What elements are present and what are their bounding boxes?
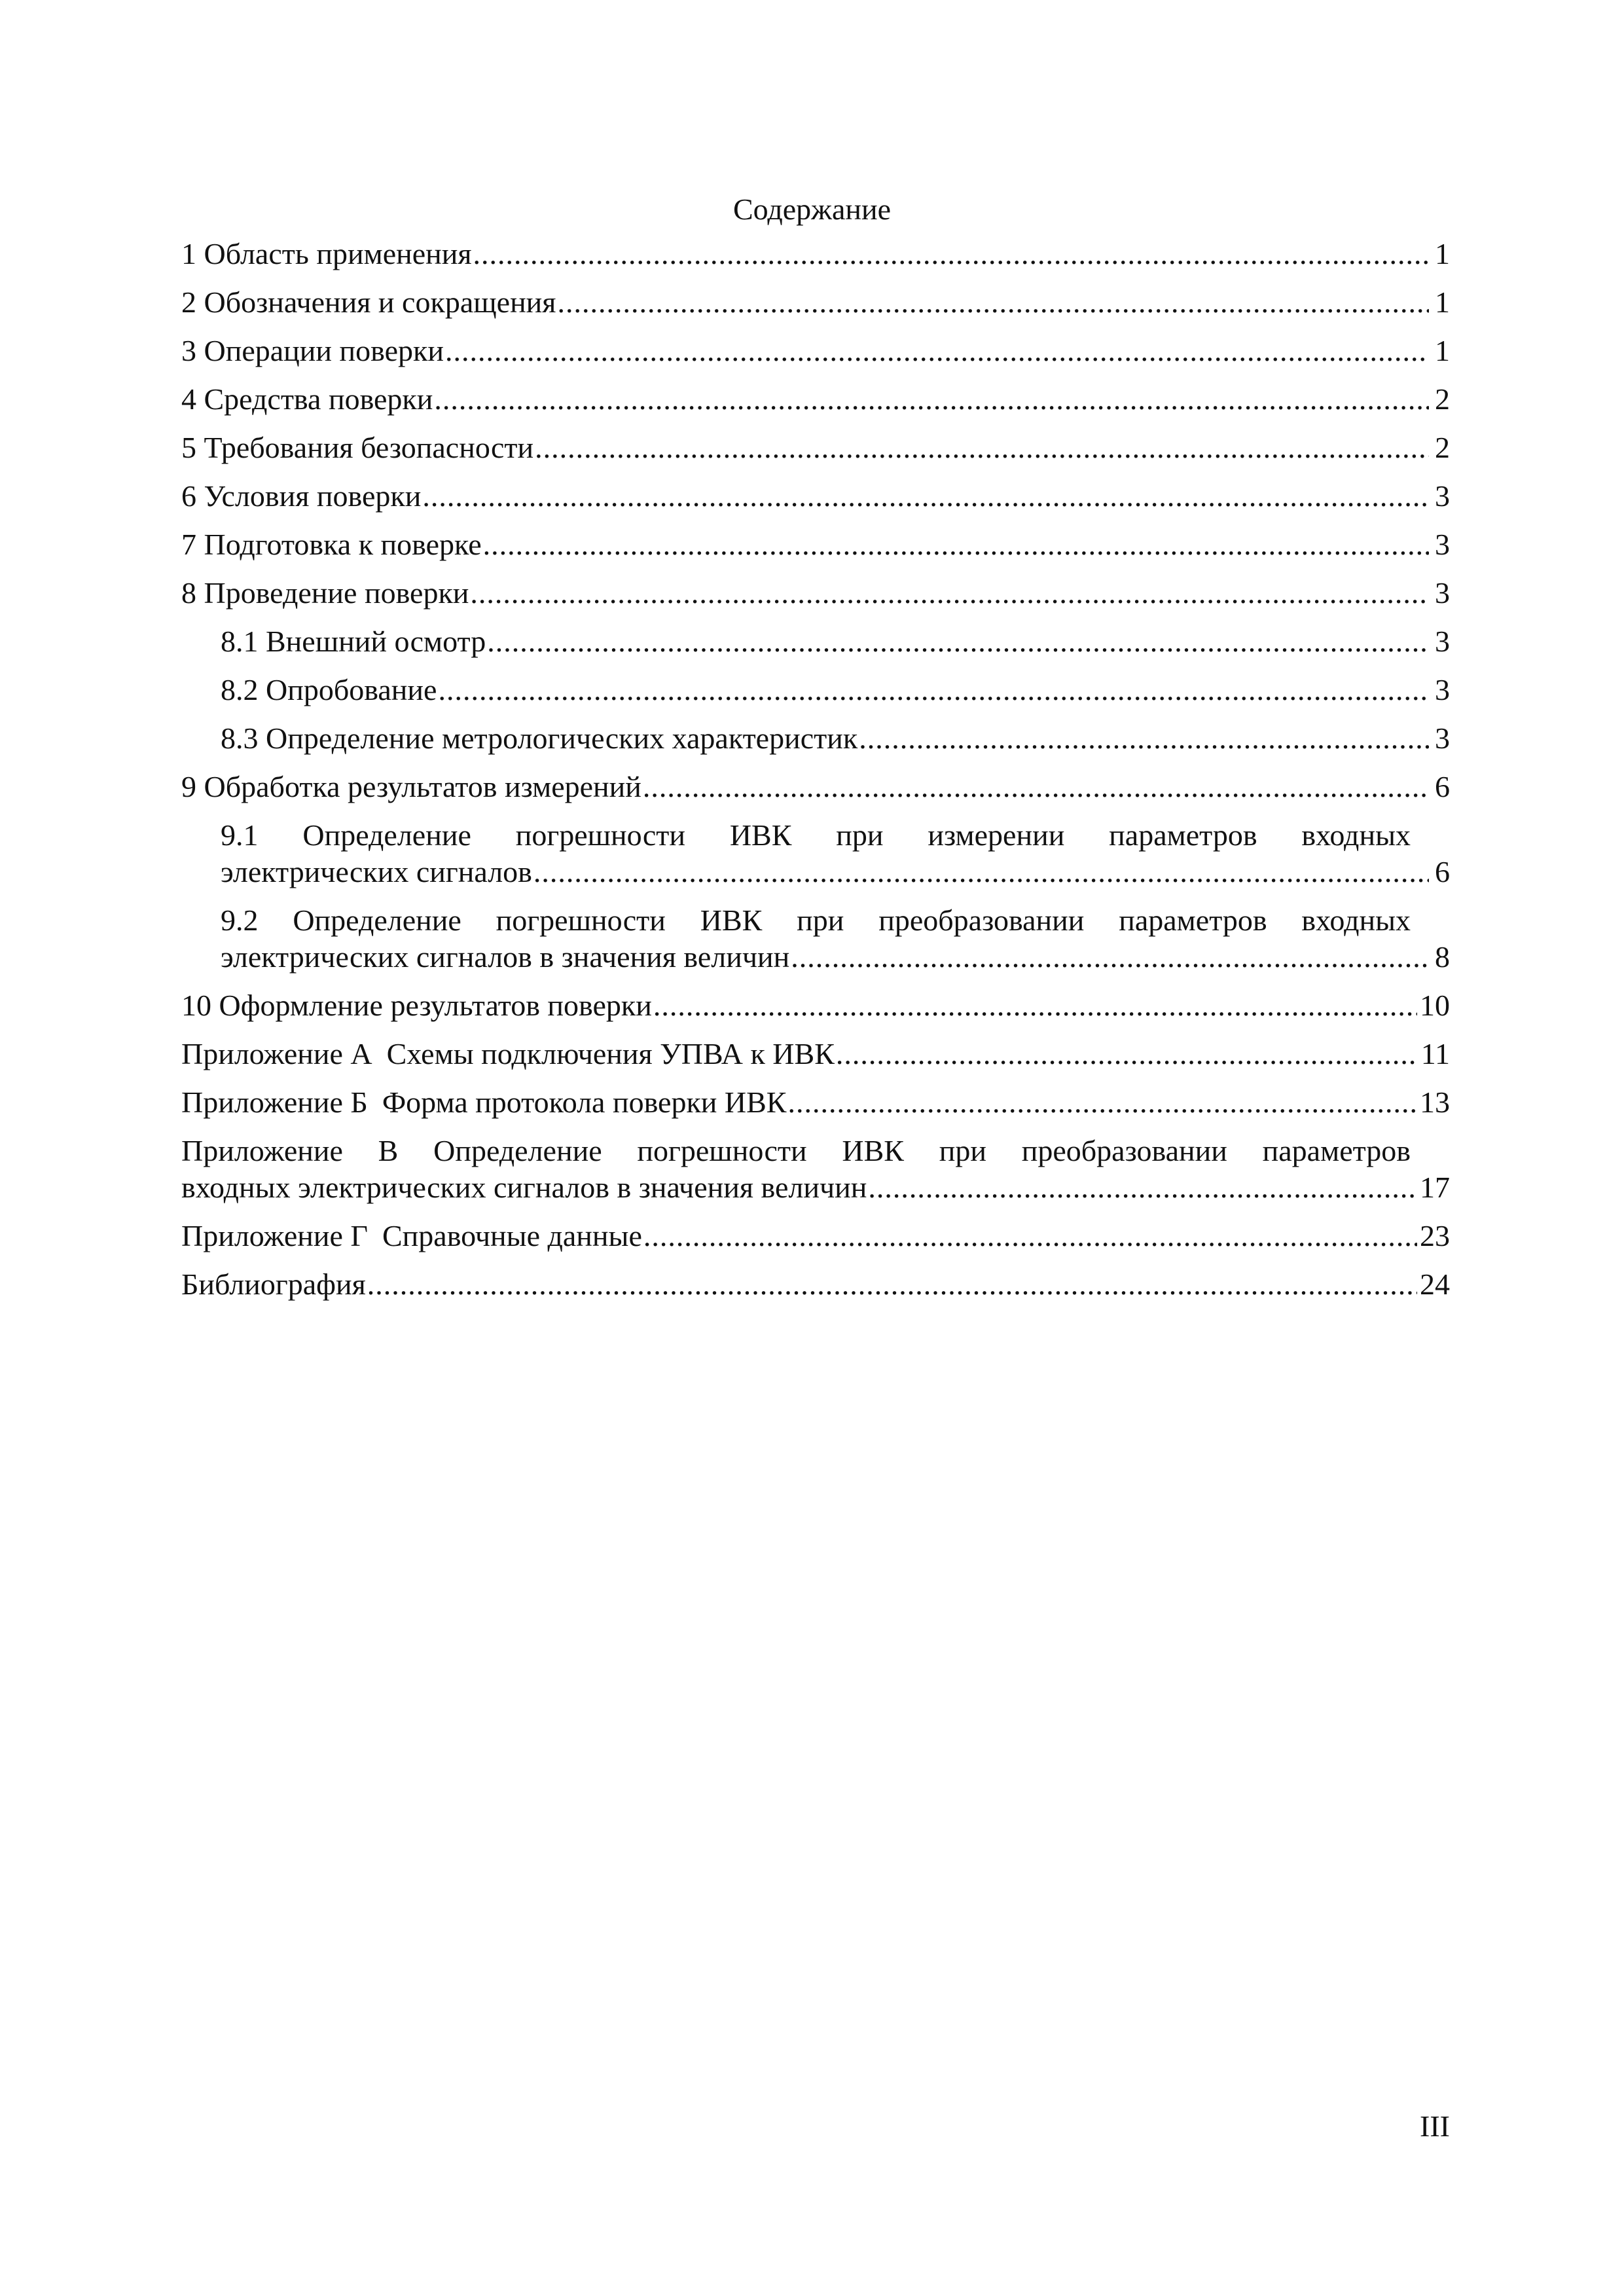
toc-subentry[interactable] [181, 623, 1450, 660]
toc-subentry[interactable] [181, 672, 1450, 708]
leader-dots [535, 429, 1429, 466]
toc-subentry[interactable] [181, 817, 1450, 890]
toc-entry-page: 6 [1435, 770, 1450, 803]
toc-entry-page: 3 [1435, 528, 1450, 561]
toc-entry[interactable] [181, 987, 1450, 1024]
toc-entry-page: 1 [1435, 237, 1450, 270]
toc-entry-label: 9 Обработка результатов измерений [181, 770, 641, 803]
toc-appendix-entry[interactable] [181, 1133, 1450, 1206]
toc-entry-page: 6 [1435, 855, 1450, 888]
toc-entry-page: 3 [1435, 673, 1450, 706]
toc-entry-label: 8 Проведение поверки [181, 576, 469, 610]
toc-entry-label: Библиография [181, 1267, 366, 1301]
toc-entry-page: 3 [1435, 479, 1450, 513]
toc-entry-page: 8 [1435, 940, 1450, 974]
toc-appendix-entry[interactable] [181, 1084, 1450, 1121]
toc-entry-page: 10 [1420, 989, 1450, 1022]
toc-entry-label: 10 Оформление результатов поверки [181, 989, 652, 1022]
toc-entry-label: 1 Область применения [181, 237, 472, 270]
toc-entry-label: Форма протокола поверки ИВК [382, 1085, 787, 1119]
toc-entry[interactable] [181, 333, 1450, 369]
leader-dots [533, 854, 1429, 890]
toc-entry-label: 8.1 Внешний осмотр [221, 625, 486, 658]
toc-entry-label: 4 Средства поверки [181, 382, 433, 416]
toc-entry-page: 2 [1435, 382, 1450, 416]
leader-dots [422, 478, 1429, 515]
leader-dots [788, 1084, 1418, 1121]
leader-dots [483, 526, 1429, 563]
toc-entry-page: 13 [1420, 1085, 1450, 1119]
leader-dots [859, 720, 1429, 757]
toc-entry-page: 11 [1420, 1037, 1450, 1070]
toc-entry-label-line2: электрических сигналов [221, 855, 532, 888]
leader-dots [868, 1169, 1417, 1206]
appendix-number: Приложение Б [181, 1085, 368, 1119]
toc-entry[interactable] [181, 478, 1450, 515]
leader-dots [653, 987, 1417, 1024]
toc-entry-label: 8.2 Опробование [221, 673, 437, 706]
toc-subentry[interactable] [181, 902, 1450, 975]
toc-entry[interactable] [181, 1266, 1450, 1303]
toc-entry-page: 24 [1420, 1267, 1450, 1301]
leader-dots [643, 769, 1429, 805]
leader-dots [470, 575, 1429, 611]
toc-entry-label-line1: 9.2 Определение погрешности ИВК при преобразовании параметров входных [221, 903, 1411, 937]
toc-entry-page: 3 [1435, 721, 1450, 755]
toc-entry-label: Справочные данные [382, 1219, 642, 1252]
toc-entry-label-line2: входных электрических сигналов в значения величин [181, 1171, 867, 1204]
toc-entry-label: 7 Подготовка к поверке [181, 528, 482, 561]
toc-appendix-entry[interactable] [181, 1218, 1450, 1254]
toc-entry[interactable] [181, 381, 1450, 418]
leader-dots [434, 381, 1429, 418]
toc-entry-label: 5 Требования безопасности [181, 431, 534, 464]
appendix-number: Приложение Г [181, 1219, 368, 1252]
toc-entry[interactable] [181, 284, 1450, 321]
toc-entry[interactable] [181, 769, 1450, 805]
toc-entry-page: 3 [1435, 625, 1450, 658]
appendix-number: Приложение А [181, 1037, 372, 1070]
leader-dots [791, 939, 1429, 975]
leader-dots [473, 236, 1429, 272]
toc-entry-page: 3 [1435, 576, 1450, 610]
toc-entry-page: 1 [1435, 285, 1450, 319]
toc-entry-page: 2 [1435, 431, 1450, 464]
toc-entry-label: Схемы подключения УПВА к ИВК [386, 1037, 835, 1070]
leader-dots [836, 1036, 1418, 1072]
toc-entry[interactable] [181, 429, 1450, 466]
toc-entry-label: 2 Обозначения и сокращения [181, 285, 556, 319]
toc-appendix-entry[interactable] [181, 1036, 1450, 1072]
leader-dots [487, 623, 1429, 660]
toc-entry-label: 8.3 Определение метрологических характеристик [221, 721, 858, 755]
toc-entry-page: 1 [1435, 334, 1450, 367]
toc-entry-page: 17 [1420, 1171, 1450, 1204]
toc-entry-label-line1: 9.1 Определение погрешности ИВК при измерении параметров входных [221, 818, 1411, 852]
toc-entry-label: 3 Операции поверки [181, 334, 444, 367]
toc-subentry[interactable] [181, 720, 1450, 757]
toc-title: Содержание [732, 192, 892, 226]
toc-entry-label: 6 Условия поверки [181, 479, 422, 513]
leader-dots [643, 1218, 1417, 1254]
toc-entry[interactable] [181, 575, 1450, 611]
leader-dots [445, 333, 1429, 369]
toc-entry-label-line2: электрических сигналов в значения величин [221, 940, 790, 974]
toc-entry[interactable] [181, 526, 1450, 563]
leader-dots [557, 284, 1429, 321]
leader-dots [438, 672, 1429, 708]
page-number: III [1420, 2109, 1450, 2143]
toc-entry-label-line1: Приложение В Определение погрешности ИВК при преобразовании параметров [181, 1134, 1411, 1167]
toc-entry-page: 23 [1420, 1219, 1450, 1252]
leader-dots [367, 1266, 1417, 1303]
table-of-contents [181, 236, 1450, 1315]
toc-entry[interactable] [181, 236, 1450, 272]
